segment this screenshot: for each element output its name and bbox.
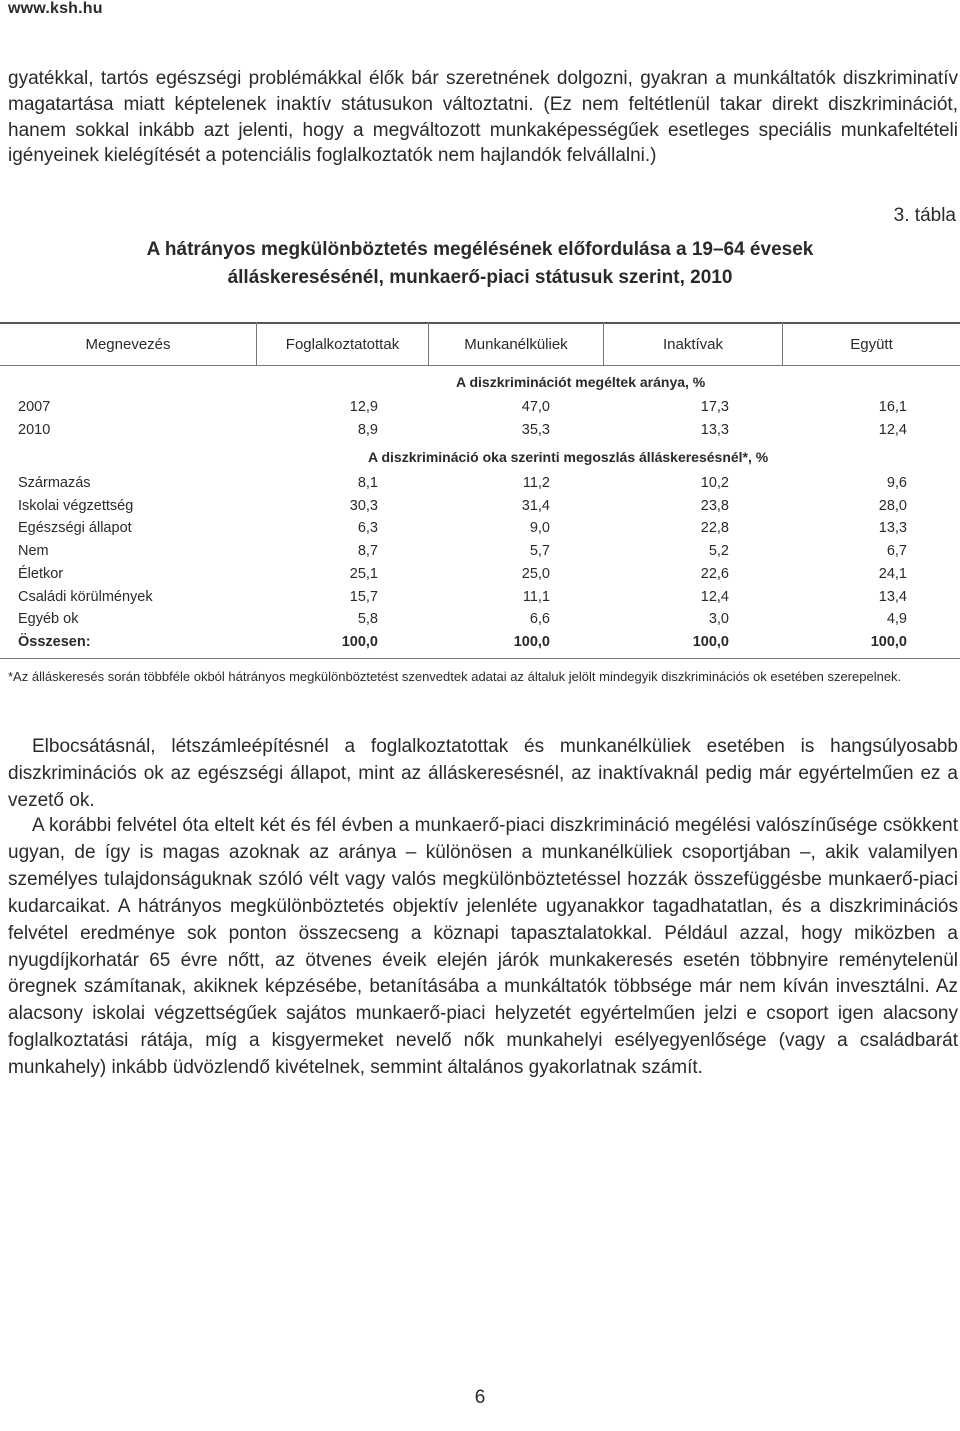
- row-label: Egyéb ok: [18, 611, 79, 627]
- table-row: [0, 399, 960, 421]
- row-label: Összesen:: [18, 634, 91, 650]
- cell-inactive: 12,4: [700, 589, 729, 605]
- column-header-total: Együtt: [782, 322, 960, 366]
- table-row: [0, 422, 960, 444]
- cell-employed: 25,1: [349, 566, 378, 582]
- page-number: 6: [474, 1387, 486, 1408]
- cell-employed: 30,3: [349, 498, 378, 514]
- cell-inactive: 5,2: [708, 543, 729, 559]
- table-row: [0, 543, 960, 565]
- cell-total: 24,1: [878, 566, 907, 582]
- table-header-rule: [0, 365, 960, 366]
- site-link[interactable]: www.ksh.hu: [8, 0, 103, 17]
- row-label: Származás: [18, 475, 91, 491]
- cell-unemployed: 9,0: [529, 520, 550, 536]
- table-row: [0, 611, 960, 633]
- section-title-distribution: A diszkrimináció oka szerinti megoszlás álláskeresésnél*, %: [368, 449, 769, 465]
- row-label: Nem: [18, 543, 49, 559]
- cell-employed: 100,0: [341, 634, 378, 650]
- row-label: 2007: [18, 399, 51, 415]
- table-title: [30, 236, 930, 292]
- section-title-rate: A diszkriminációt megéltek aránya, %: [456, 374, 706, 390]
- table-row: [0, 498, 960, 520]
- table-title-line1: A hátrányos megkülönböztetés megélésének előfordulása a 19–64 évesek: [146, 239, 814, 260]
- cell-total: 6,7: [886, 543, 907, 559]
- table-number: 3. tábla: [893, 205, 956, 226]
- header-bar: [0, 0, 960, 22]
- table-row: [0, 589, 960, 611]
- cell-total: 100,0: [870, 634, 907, 650]
- body-paragraph-2: A korábbi felvétel óta eltelt két és fél évben a munkaerő-piaci diszkrimináció megélési valószínűsége csökkent ugyan, de így is magas azoknak az aránya – különösen a munkanélküliek csoportjában –, akik valamilyen személyes tulajdonságuknak szóló vélt vagy valós megkülönböztetéssel hozzák összefüggésbe munkaerő-piaci kudarcaikat. A hátrányos megkülönböztetés objektív jelenléte ugyanakkor tagadhatatlan, és a diszkriminációs felvétel eredménye sok ponton összecseng a köznapi tapasztalatokkal. Például azzal, hogy miközben a nyugdíjkorhatár 65 évre nőtt, az ötvenes éveik elején járók munkakeresés esetén többnyire reménytelenül öregnek számítanak, akiknek képzésébe, betanításába a munkáltatók többsége már nem kíván invesztálni. Az alacsony iskolai végzettségűek sajátos munkaerő-piaci helyzetét egyértelműen jelzi e csoport igen alacsony foglalkoztatási rátája, míg a kisgyermeket nevelő nők munkahelyi esélyegyenlősége (vagy a családbarát munkahely) inkább üdvözlendő kivételnek, semmint általános gyakorlatnak számít.: [8, 815, 958, 1079]
- row-label: Egészségi állapot: [18, 520, 132, 536]
- cell-employed: 6,3: [357, 520, 378, 536]
- cell-inactive: 22,8: [700, 520, 729, 536]
- cell-unemployed: 47,0: [521, 399, 550, 415]
- cell-total: 13,4: [878, 589, 907, 605]
- cell-total: 13,3: [878, 520, 907, 536]
- table-row: [0, 475, 960, 497]
- cell-unemployed: 6,6: [529, 611, 550, 627]
- cell-employed: 8,7: [357, 543, 378, 559]
- cell-total: 12,4: [878, 422, 907, 438]
- cell-employed: 5,8: [357, 611, 378, 627]
- column-header-name: Megnevezés: [85, 335, 171, 353]
- cell-employed: 8,1: [357, 475, 378, 491]
- intro-paragraph: gyatékkal, tartós egészségi problémákkal élők bár szeretnének dolgozni, gyakran a munkáltatók diszkriminatív magatartása miatt képtelenek inaktív státusukon változtatni. (Ez nem feltétlenül takar direkt diszkriminációt, hanem sokkal inkább azt jelenti, hogy a megváltozott munkaképességűek esetleges speciális munkafeltételi igényeinek kielégítését a potenciális foglalkoztatók nem hajlandók felvállalni.): [8, 68, 958, 167]
- cell-unemployed: 35,3: [521, 422, 550, 438]
- cell-unemployed: 31,4: [521, 498, 550, 514]
- cell-total: 16,1: [878, 399, 907, 415]
- cell-inactive: 17,3: [700, 399, 729, 415]
- table-row: [0, 566, 960, 588]
- table-footnote: *Az álláskeresés során többféle okból hátrányos megkülönböztetést szenvedtek adatai az általuk jelölt mindegyik diszkriminációs ok esetében szerepelnek.: [8, 669, 902, 684]
- cell-unemployed: 5,7: [529, 543, 550, 559]
- cell-unemployed: 11,2: [522, 475, 550, 491]
- cell-inactive: 23,8: [700, 498, 729, 514]
- cell-unemployed: 25,0: [521, 566, 550, 582]
- row-label: Családi körülmények: [18, 589, 153, 605]
- cell-total: 9,6: [886, 475, 907, 491]
- cell-inactive: 10,2: [700, 475, 729, 491]
- cell-total: 4,9: [886, 611, 907, 627]
- cell-employed: 15,7: [349, 589, 378, 605]
- cell-inactive: 3,0: [708, 611, 729, 627]
- table-title-line2: álláskeresésénél, munkaerő-piaci státusuk szerint, 2010: [227, 267, 733, 288]
- column-header-unemployed: Munkanélküliek: [428, 322, 603, 366]
- row-label: 2010: [18, 422, 51, 438]
- cell-unemployed: 11,1: [522, 589, 550, 605]
- cell-employed: 12,9: [349, 399, 378, 415]
- table-bottom-rule: [0, 658, 960, 659]
- cell-inactive: 100,0: [692, 634, 729, 650]
- cell-unemployed: 100,0: [513, 634, 550, 650]
- cell-employed: 8,9: [357, 422, 378, 438]
- cell-inactive: 22,6: [700, 566, 729, 582]
- column-header-inactive: Inaktívak: [603, 322, 782, 366]
- row-label: Életkor: [18, 566, 64, 582]
- column-header-employed: Foglalkoztatottak: [256, 322, 428, 366]
- table-row: [0, 520, 960, 542]
- cell-total: 28,0: [878, 498, 907, 514]
- cell-inactive: 13,3: [700, 422, 729, 438]
- body-paragraph-1: Elbocsátásnál, létszámleépítésnél a foglalkoztatottak és munkanélküliek esetében is hangsúlyosabb diszkriminációs ok az egészségi állapot, mint az álláskeresésnél, az inaktívaknál pedig már egyértelműen ez a vezető ok.: [8, 736, 958, 811]
- table-total-row: [0, 634, 960, 656]
- row-label: Iskolai végzettség: [18, 498, 134, 514]
